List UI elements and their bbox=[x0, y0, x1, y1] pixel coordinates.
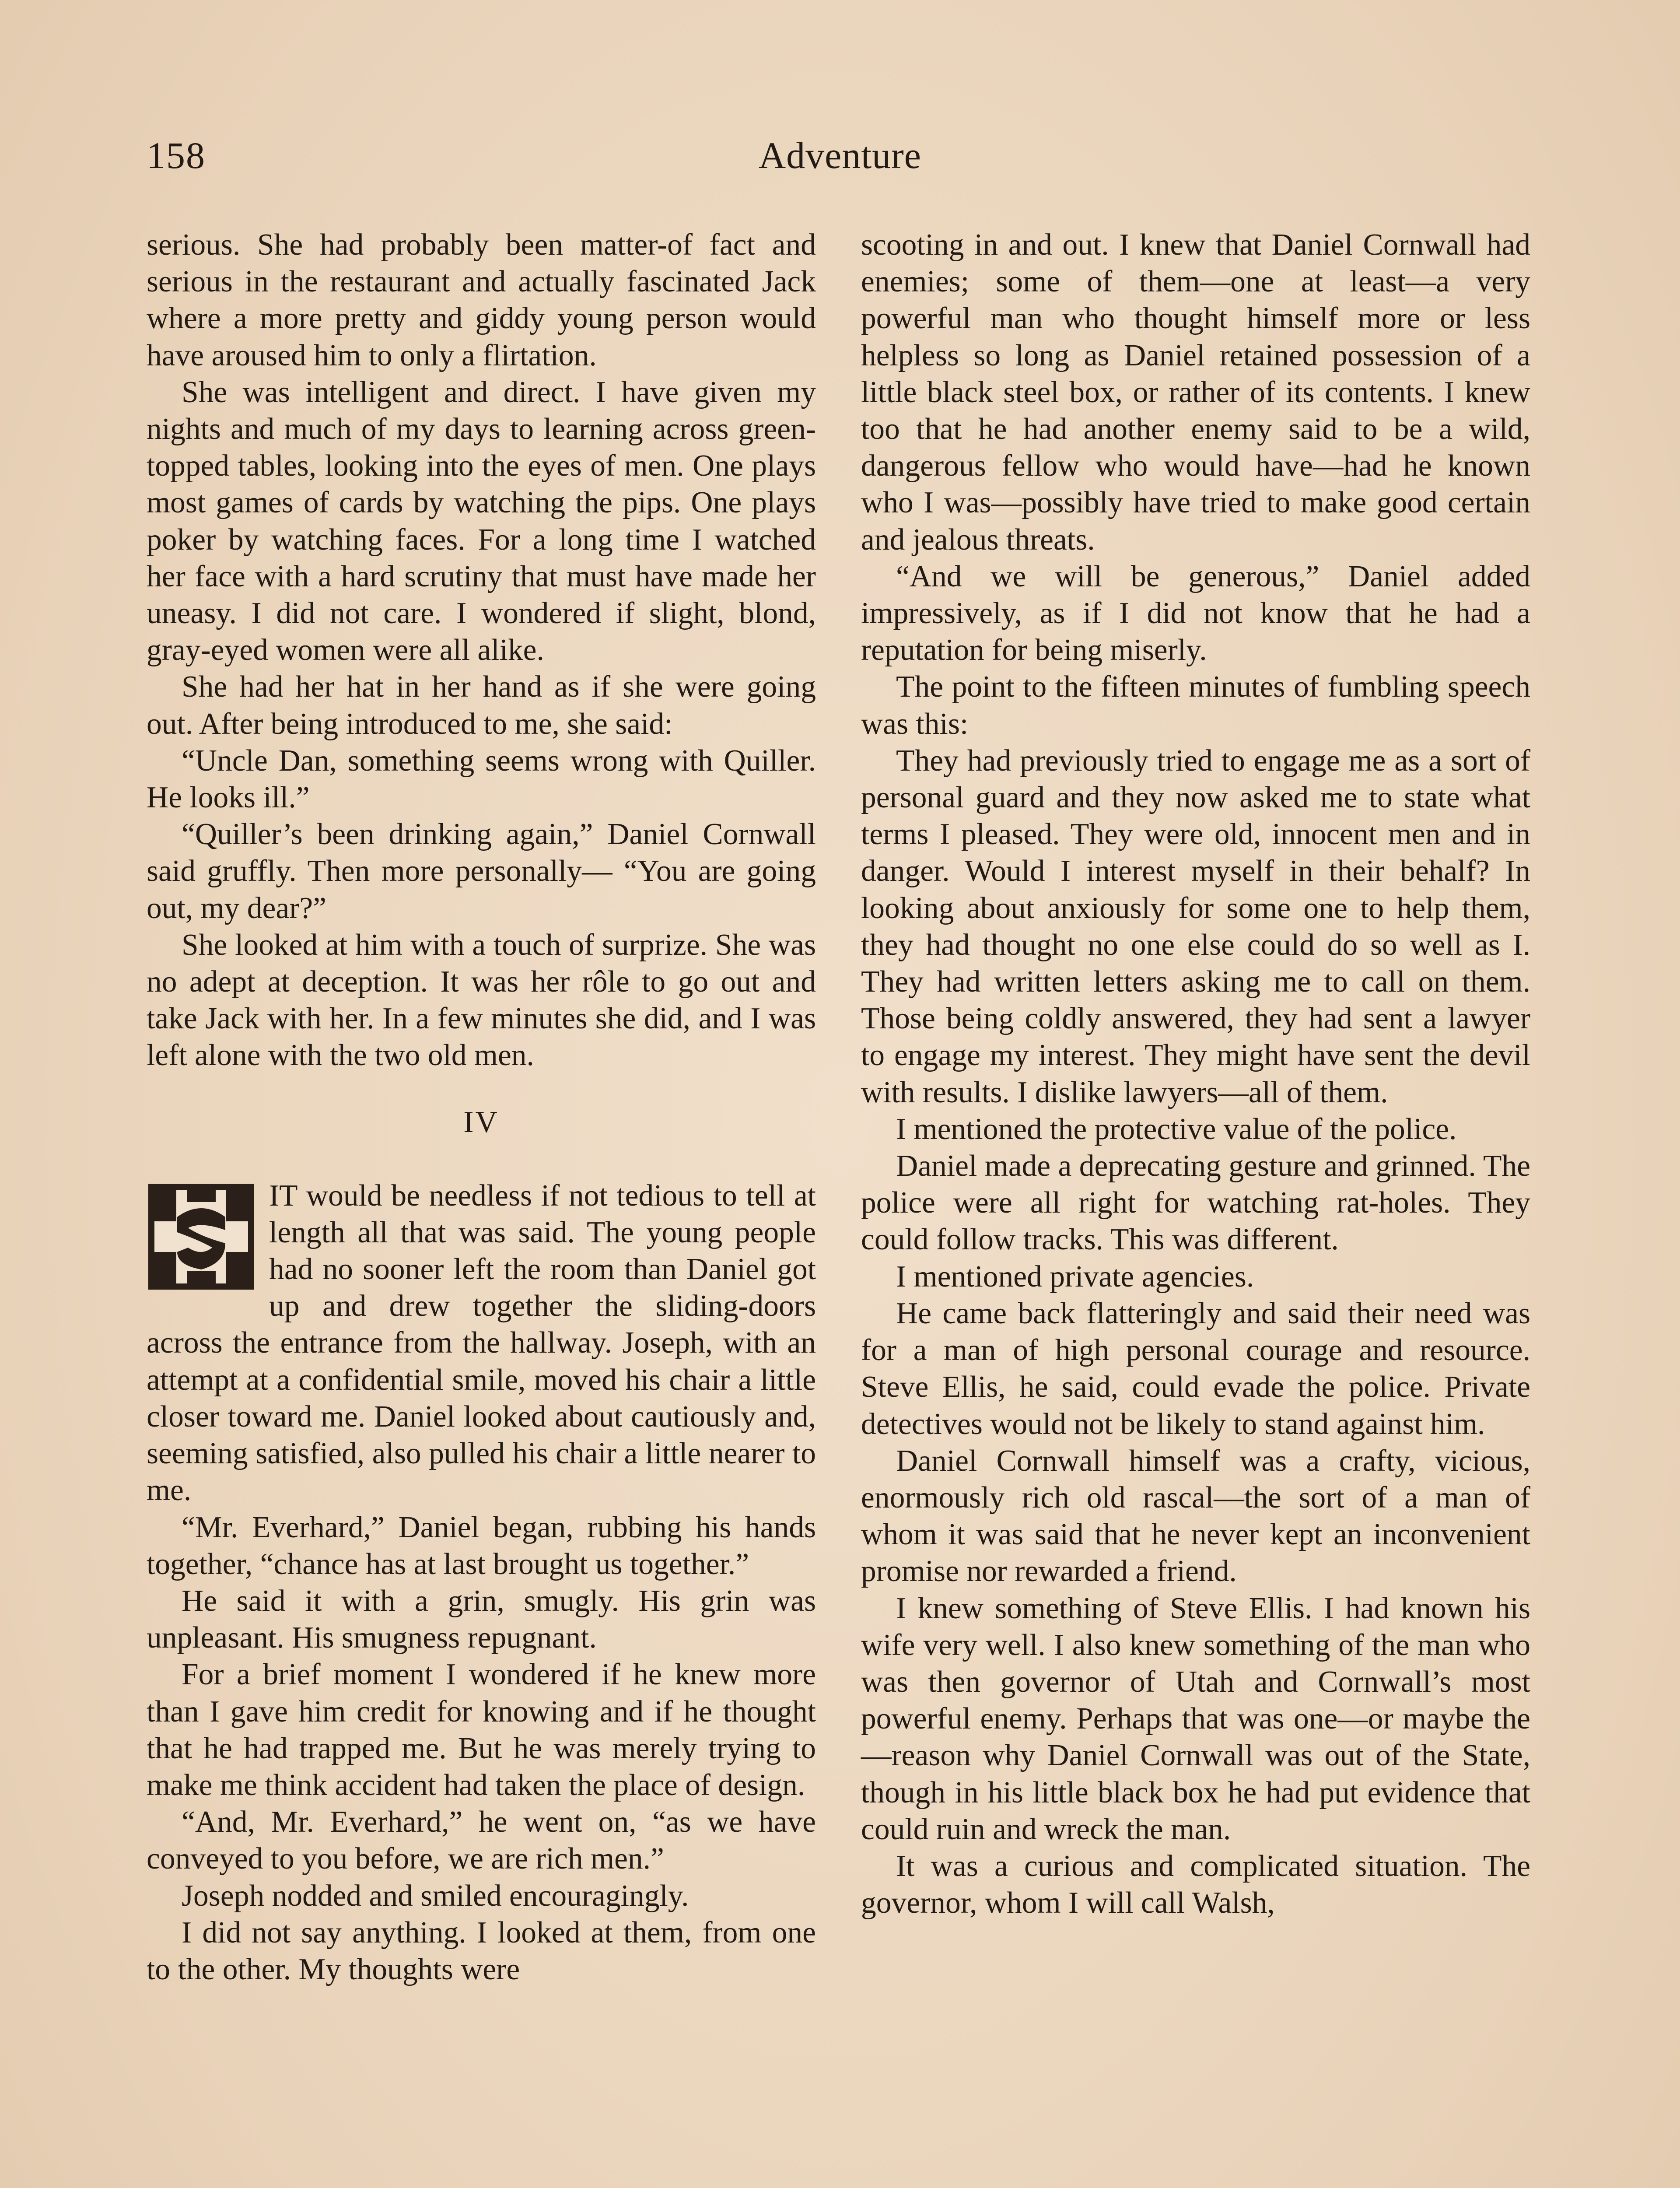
page-number: 158 bbox=[147, 134, 206, 176]
paragraph: Daniel Cornwall himself was a crafty, vicious, enormously rich old rascal—the sort of a man of whom it was said that he never kept an inconvenient promise nor rewarded a friend. bbox=[861, 1444, 1530, 1588]
paragraph: She looked at him with a touch of surprize. She was no adept at deception. It was her rôle to go out and take Jack with her. In a few minutes she did, and I was left alone with the two old men. bbox=[147, 928, 816, 1073]
paragraph: I mentioned the protective value of the police. bbox=[896, 1112, 1457, 1146]
ornamental-drop-cap bbox=[147, 1182, 256, 1291]
section-heading: IV bbox=[463, 1105, 499, 1139]
paragraph: I knew something of Steve Ellis. I had known his wife very well. I also knew something of the man who was then governor of Utah and Cornwall’s most powerful enemy. Perhaps that was one—or maybe the—reason why Daniel Cornwall was out of the State, though in his little black box he had put evidence that could ruin and wreck the man. bbox=[861, 1591, 1530, 1846]
paragraph: “Quiller’s been drinking again,” Daniel Cornwall said gruffly. Then more personally— “You are going out, my dear?” bbox=[147, 817, 816, 925]
running-head: Adventure bbox=[759, 134, 921, 176]
paragraph: It was a curious and complicated situation. The governor, whom I will call Walsh, bbox=[861, 1849, 1530, 1920]
left-column bbox=[147, 227, 816, 1988]
paragraph: “And we will be generous,” Daniel added impressively, as if I did not know that he had a reputation for being miserly. bbox=[861, 559, 1530, 667]
paragraph: serious. She had probably been matter-of fact and serious in the restaurant and actually fascinated Jack where a more pretty and giddy young person would have aroused him to only a flirtation. bbox=[147, 228, 816, 372]
drop-cap-ornament-icon bbox=[147, 1182, 256, 1291]
paragraph: “Uncle Dan, something seems wrong with Quiller. He looks ill.” bbox=[147, 743, 816, 815]
paragraph: “And, Mr. Everhard,” he went on, “as we have conveyed to you before, we are rich men.” bbox=[147, 1805, 816, 1876]
paragraph: She had her hat in her hand as if she were going out. After being introduced to me, she said: bbox=[147, 670, 816, 741]
section-opening-paragraph: IT would be needless if not tedious to tell at length all that was said. The young people had no sooner left the room than Daniel got up and drew together the sliding-doors across the entrance from the hallway. Joseph, with an attempt at a confidential smile, moved his chair a little closer toward me. Daniel looked about cautiously and, seeming satisfied, also pulled his chair a little nearer to me. bbox=[147, 1178, 816, 1508]
paragraph: She was intelligent and direct. I have given my nights and much of my days to learning across green-topped tables, looking into the eyes of men. One plays most games of cards by watching the pips. One plays poker by watching faces. For a long time I watched her face with a hard scrutiny that must have made her uneasy. I did not care. I wondered if slight, blond, gray-eyed women were all alike. bbox=[147, 375, 816, 667]
paragraph: He said it with a grin, smugly. His grin was unpleasant. His smugness repugnant. bbox=[147, 1584, 816, 1655]
paragraph: The point to the fifteen minutes of fumbling speech was this: bbox=[861, 670, 1530, 741]
paragraph: Joseph nodded and smiled encouragingly. bbox=[182, 1879, 689, 1913]
paragraph: Daniel made a deprecating gesture and grinned. The police were all right for watching rat-holes. They could follow tracks. This was different. bbox=[861, 1149, 1530, 1257]
right-column bbox=[861, 227, 1530, 1922]
page-header bbox=[147, 127, 1533, 184]
paragraph: They had previously tried to engage me as a sort of personal guard and they now asked me to state what terms I pleased. They were old, innocent men and in danger. Would I interest myself in their behalf? In looking about anxiously for some one to help them, they had thought no one else could do so well as I. They had written letters asking me to call on them. Those being coldly answered, they had sent a lawyer to engage my interest. They might have sent the devil with results. I dislike lawyers—all of them. bbox=[861, 743, 1530, 1109]
paragraph: “Mr. Everhard,” Daniel began, rubbing his hands together, “chance has at last brought us together.” bbox=[147, 1510, 816, 1581]
paragraph: I mentioned private agencies. bbox=[896, 1259, 1254, 1294]
paragraph: He came back flatteringly and said their need was for a man of high personal courage and resource. Steve Ellis, he said, could evade the police. Private detectives would not be likely to stand against him. bbox=[861, 1296, 1530, 1441]
paragraph: For a brief moment I wondered if he knew more than I gave him credit for knowing and if he thought that he had trapped me. But he was merely trying to make me think accident had taken the place of design. bbox=[147, 1658, 816, 1802]
paragraph: scooting in and out. I knew that Daniel Cornwall had enemies; some of them—one at least—a very powerful man who thought himself more or less helpless so long as Daniel retained possession of a little black steel box, or rather of its contents. I knew too that he had another enemy said to be a wild, dangerous fellow who would have—had he known who I was—possibly have tried to make good certain and jealous threats. bbox=[861, 228, 1530, 557]
paragraph: I did not say anything. I looked at them, from one to the other. My thoughts were bbox=[147, 1915, 816, 1986]
